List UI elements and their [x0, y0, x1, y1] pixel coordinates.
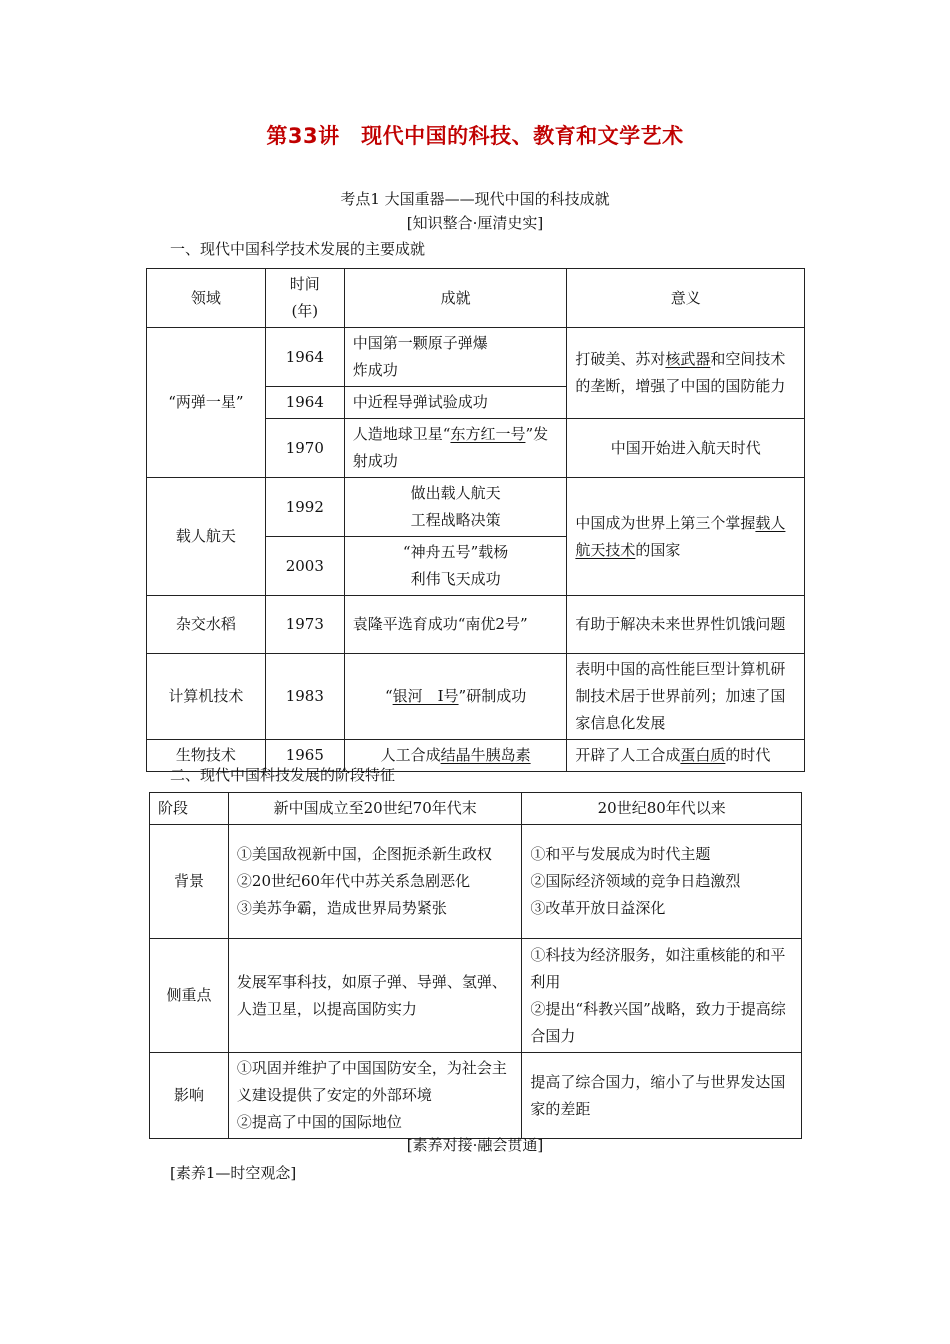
header-stage: 阶段 [150, 793, 229, 825]
knowledge-tag: [知识整合·厘清史实] [406, 214, 544, 232]
achievements-table [146, 268, 805, 772]
table-row [150, 1053, 802, 1139]
significance-cell: 中国成为世界上第三个掌握载人航天技术的国家 [567, 478, 805, 596]
year-cell: 1964 [265, 328, 344, 387]
year-cell: 2003 [265, 537, 344, 596]
period-1-cell: ①巩固并维护了中国国防安全，为社会主义建设提供了安定的外部环境 ②提高了中国的国际地位 [228, 1053, 522, 1139]
table-row [147, 654, 805, 740]
table-header-row [147, 269, 805, 328]
table-row [147, 596, 805, 654]
significance-cell: 打破美、苏对核武器和空间技术的垄断，增强了中国的国防能力 [567, 328, 805, 419]
achievement-cell: 袁隆平选育成功“南优2号” [344, 596, 567, 654]
achievement-cell: 人工合成结晶牛胰岛素 [344, 740, 567, 772]
period-2-cell: ①科技为经济服务，如注重核能的和平利用 ②提出“科教兴国”战略，致力于提高综合国力 [522, 939, 802, 1053]
significance-cell: 有助于解决未来世界性饥饿问题 [567, 596, 805, 654]
stages-table [149, 792, 802, 1139]
year-cell: 1983 [265, 654, 344, 740]
achievement-cell: 中近程导弹试验成功 [344, 387, 567, 419]
header-period-2: 20世纪80年代以来 [522, 793, 802, 825]
table-row [147, 328, 805, 387]
significance-cell: 表明中国的高性能巨型计算机研制技术居于世界前列；加速了国家信息化发展 [567, 654, 805, 740]
row-label: 影响 [150, 1053, 229, 1139]
row-label: 背景 [150, 825, 229, 939]
header-significance: 意义 [567, 269, 805, 328]
year-cell: 1973 [265, 596, 344, 654]
achievement-cell: “银河 Ⅰ号”研制成功 [344, 654, 567, 740]
section2-heading: 二、现代中国科技发展的阶段特征 [170, 766, 396, 784]
table-row [150, 825, 802, 939]
period-1-cell: ①美国敌视新中国，企图扼杀新生政权 ②20世纪60年代中苏关系急剧恶化 ③美苏争霸，造成世界局势紧张 [228, 825, 522, 939]
year-cell: 1965 [265, 740, 344, 772]
page-title: 第33讲 现代中国的科技、教育和文学艺术 [266, 124, 684, 148]
period-1-cell: 发展军事科技，如原子弹、导弹、氢弹、人造卫星，以提高国防实力 [228, 939, 522, 1053]
section1-heading: 一、现代中国科学技术发展的主要成就 [170, 240, 426, 258]
significance-cell: 开辟了人工合成蛋白质的时代 [567, 740, 805, 772]
topic-heading: 考点1 大国重器——现代中国的科技成就 [340, 190, 610, 208]
header-time: 时间 (年) [265, 269, 344, 328]
year-cell: 1992 [265, 478, 344, 537]
domain-cell: 生物技术 [147, 740, 266, 772]
achievement-cell: 中国第一颗原子弹爆 炸成功 [344, 328, 567, 387]
literacy-tag: [素养对接·融会贯通] [406, 1136, 544, 1154]
literacy-1-heading: [素养1—时空观念] [170, 1164, 297, 1182]
period-2-cell: 提高了综合国力，缩小了与世界发达国家的差距 [522, 1053, 802, 1139]
year-cell: 1964 [265, 387, 344, 419]
header-period-1: 新中国成立至20世纪70年代末 [228, 793, 522, 825]
header-achievement: 成就 [344, 269, 567, 328]
table-row [147, 478, 805, 537]
achievement-cell: 做出载人航天 工程战略决策 [344, 478, 567, 537]
domain-cell: “两弹一星” [147, 328, 266, 478]
table-header-row [150, 793, 802, 825]
period-2-cell: ①和平与发展成为时代主题 ②国际经济领域的竞争日趋激烈 ③改革开放日益深化 [522, 825, 802, 939]
table-row [150, 939, 802, 1053]
domain-cell: 载人航天 [147, 478, 266, 596]
achievement-cell: 人造地球卫星“东方红一号”发射成功 [344, 419, 567, 478]
row-label: 侧重点 [150, 939, 229, 1053]
domain-cell: 计算机技术 [147, 654, 266, 740]
significance-cell: 中国开始进入航天时代 [567, 419, 805, 478]
domain-cell: 杂交水稻 [147, 596, 266, 654]
achievement-cell: “神舟五号”载杨 利伟飞天成功 [344, 537, 567, 596]
year-cell: 1970 [265, 419, 344, 478]
header-domain: 领域 [147, 269, 266, 328]
